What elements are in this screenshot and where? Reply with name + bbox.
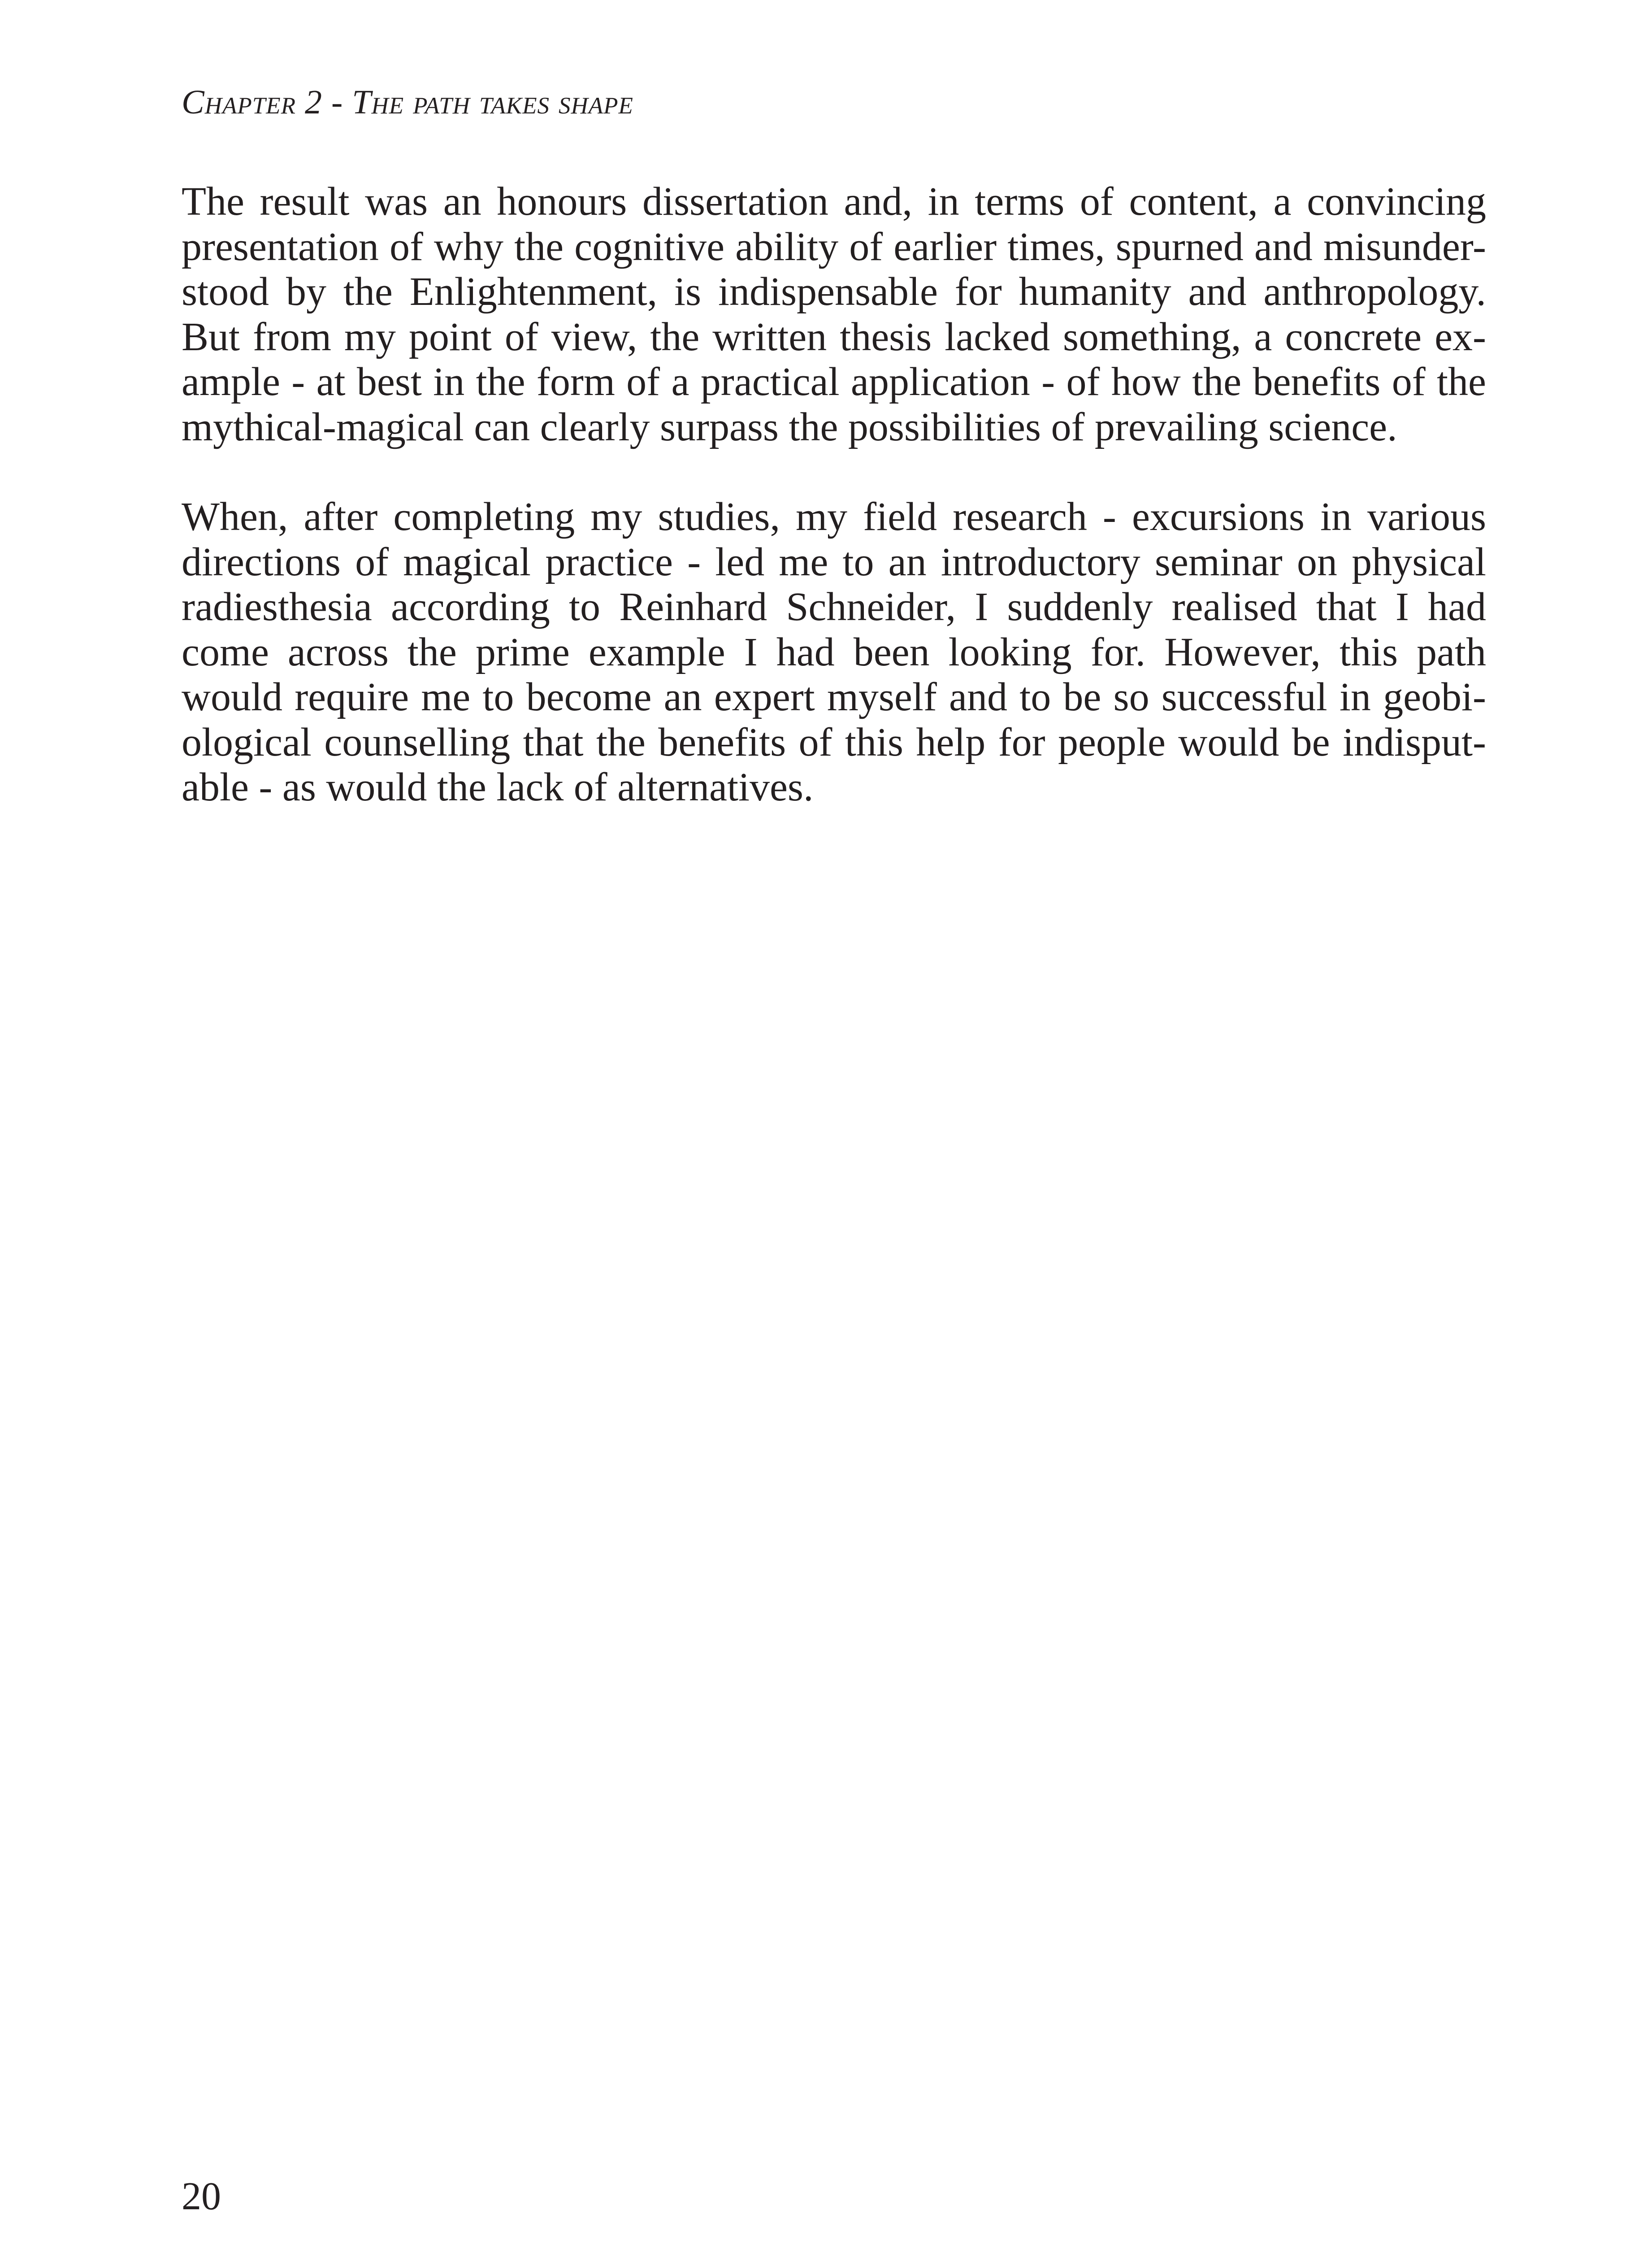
- text-line: stood by the Enlightenment, is indispensable for humanity and anthropology.: [182, 269, 1486, 314]
- text-line: mythical-magical can clearly surpass the possibilities of prevailing science.: [182, 404, 1397, 449]
- text-line: directions of magical practice - led me to an introductory seminar on physical: [182, 539, 1486, 584]
- text-line: But from my point of view, the written thesis lacked something, a concrete ex-: [182, 314, 1486, 359]
- text-line: presentation of why the cognitive ability of earlier times, spurned and misunder-: [182, 224, 1486, 269]
- text-line: ample - at best in the form of a practical application - of how the benefits of the: [182, 360, 1486, 404]
- text-line: come across the prime example I had been looking for. However, this path: [182, 630, 1486, 674]
- text-line: The result was an honours dissertation and, in terms of content, a convincing: [182, 179, 1486, 224]
- paragraph-1: [182, 179, 1486, 450]
- text-line: radiesthesia according to Reinhard Schneider, I suddenly realised that I had: [182, 585, 1486, 629]
- text-line: When, after completing my studies, my field research - excursions in various: [182, 495, 1486, 539]
- paragraph-2: [182, 495, 1486, 810]
- page-number: 20: [182, 2175, 221, 2218]
- text-line: would require me to become an expert myself and to be so successful in geobi-: [182, 675, 1486, 719]
- running-head: Chapter 2 - The path takes shape: [182, 83, 633, 121]
- text-line: able - as would the lack of alternatives.: [182, 765, 814, 809]
- text-line: ological counselling that the benefits of this help for people would be indisput-: [182, 720, 1486, 765]
- body-text: [182, 179, 1486, 855]
